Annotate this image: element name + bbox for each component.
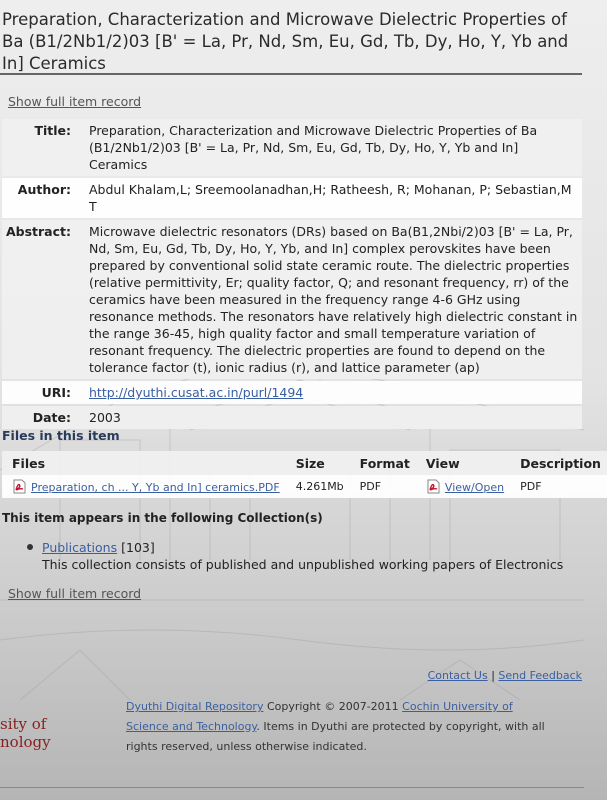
logo-line: sity of [0,715,47,733]
contact-us-link[interactable]: Contact Us [427,669,488,682]
university-logo [0,715,51,751]
column-header: View [416,451,510,475]
metadata-row-uri [2,381,582,404]
files-header-row [2,451,607,475]
file-size: 4.261Mb [286,475,350,498]
metadata-row-title [2,119,582,176]
collection-link[interactable]: Publications [42,540,118,555]
bullet-icon [27,544,33,550]
page-title: Preparation, Characterization and Microwave Dielectric Properties of Ba (B1/2Nb1/2)03 [B' = La, Pr, Nd, Sm, Eu, Gd, Tb, Dy, Ho, Y, Yb and In] Ceramics [0,0,582,75]
university-link[interactable]: Cochin University of Science and Technology [126,700,513,733]
send-feedback-link[interactable]: Send Feedback [498,669,582,682]
uri-link[interactable]: http://dyuthi.cusat.ac.in/purl/1494 [89,385,304,400]
list-item [27,539,563,556]
column-header: Description [510,451,607,475]
metadata-label: Title: [2,119,80,176]
collection-description: This collection consists of published and unpublished working papers of Electronics [42,557,564,572]
table-row [2,475,607,498]
files-table [2,451,607,498]
column-header: Size [286,451,350,475]
metadata-row-author [2,178,582,218]
footer-links [428,669,582,682]
file-name-link[interactable]: Preparation, ch ... Y, Yb and In] ceramics.PDF [31,481,280,494]
metadata-value-author: Abdul Khalam,L; Sreemoolanadhan,H; Ratheesh, R; Mohanan, P; Sebastian,M T [80,178,582,218]
logo-line: nology [0,733,51,751]
metadata-value-date: 2003 [80,406,582,429]
collections-list [27,539,563,573]
footer-copyright [126,697,556,757]
pdf-icon [12,479,27,494]
show-full-record-link-bottom[interactable]: Show full item record [8,586,142,601]
copyright-notice: . Items in Dyuthi are protected by copyright, with all rights reserved, unless otherwise indicated. [126,720,545,753]
pdf-icon [426,479,441,494]
metadata-value-title: Preparation, Characterization and Microwave Dielectric Properties of Ba (B1/2Nb1/2)03 [B' = La, Pr, Nd, Sm, Eu, Gd, Tb, Dy, Ho, Y, Yb and In] Ceramics [80,119,582,176]
repository-link[interactable]: Dyuthi Digital Repository [126,700,264,713]
view-open-link[interactable]: View/Open [444,481,505,494]
metadata-table [2,117,582,431]
file-format: PDF [350,475,416,498]
metadata-label: Abstract: [2,220,80,379]
column-header: Format [350,451,416,475]
collection-count: [103] [121,540,155,555]
metadata-label: URI: [2,381,80,404]
footer-separator: | [491,669,495,682]
column-header: Files [2,451,286,475]
metadata-label: Author: [2,178,80,218]
metadata-label: Date: [2,406,80,429]
metadata-row-abstract [2,220,582,379]
copyright-text: Copyright © 2007-2011 [266,700,399,713]
file-description: PDF [510,475,607,498]
files-heading: Files in this item [2,428,120,443]
metadata-row-date [2,406,582,429]
footer-divider [0,787,584,788]
metadata-value-abstract: Microwave dielectric resonators (DRs) based on Ba(B1,2Nbi/2)03 [B' = La, Pr, Nd, Sm, Eu, Gd, Tb, Dy, Ho, Y, Yb, and In] complex perovskites have been prepared by conventional solid state ceramic route. The dielectric properties (relative permittivity, Er; quality factor, Q; and resonant frequency, rr) of the ceramics have been measured in the frequency range 4-6 GHz using resonance methods. The resonators have relatively high dielectric constant in the range 36-45, high quality factor and small temperature variation of resonant frequency. The dielectric properties are found to depend on the tolerance factor (t), ionic radius (r), and lattice parameter (ap) [80,220,582,379]
show-full-record-link-top[interactable]: Show full item record [8,94,142,109]
collections-heading: This item appears in the following Collection(s) [2,511,323,525]
